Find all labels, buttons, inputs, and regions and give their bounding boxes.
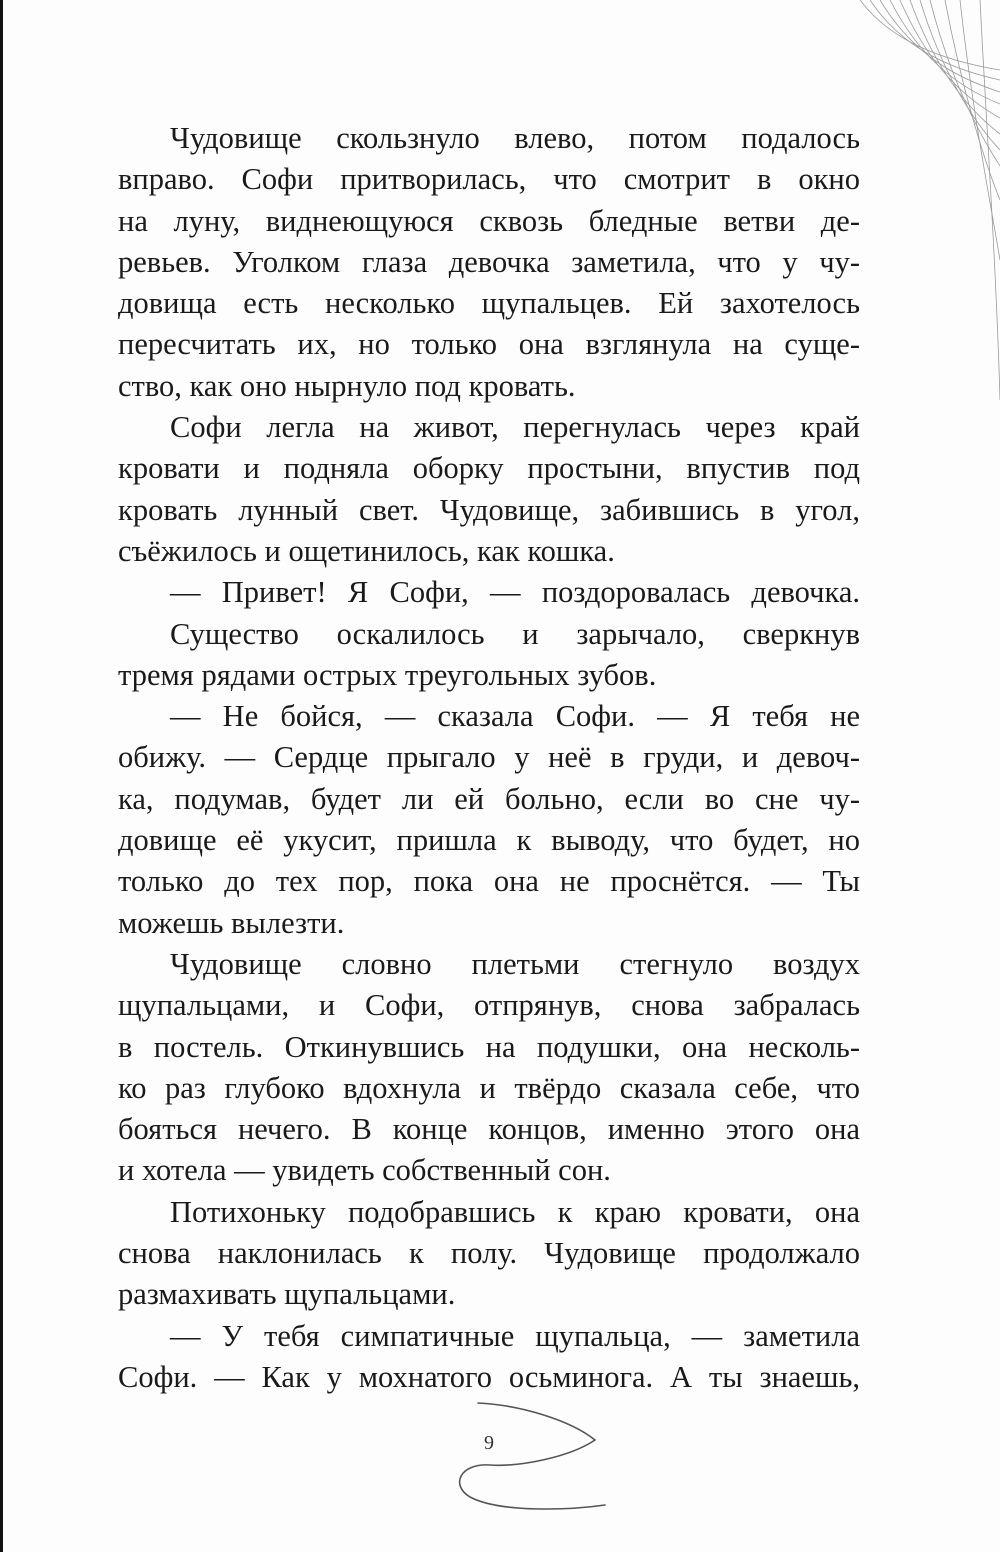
text-line: вправо. Софи притворилась, что смотрит в окно	[118, 162, 860, 197]
text-line: довище её укусит, пришла к выводу, что будет, но	[118, 823, 860, 858]
text-line: ство, как оно нырнуло под кровать.	[118, 368, 576, 403]
text-line: съёжилось и ощетинилось, как кошка.	[118, 533, 615, 568]
text-line: на луну, виднеющуюся сквозь бледные ветви де-	[118, 203, 860, 238]
text-line: ка, подумав, будет ли ей больно, если во сне чу-	[118, 781, 860, 816]
text-line: только до тех пор, пока она не проснётся. — Ты	[118, 864, 860, 899]
text-line: Чудовище словно плетьми стегнуло воздух	[170, 946, 860, 981]
text-line: кровати и подняла оборку простыни, впустив под	[118, 451, 860, 486]
text-line: обижу. — Сердце прыгало у неё в груди, и девоч-	[118, 740, 860, 775]
page-number-ornament	[450, 1395, 610, 1520]
text-line: — Не бойся, — сказала Софи. — Я тебя не	[170, 699, 860, 734]
text-line: ревьев. Уголком глаза девочка заметила, что у чу-	[118, 244, 860, 279]
text-line: размахивать щупальцами.	[118, 1277, 456, 1312]
text-line: — Привет! Я Софи, — поздоровалась девочка.	[170, 575, 860, 610]
text-line: щупальцами, и Софи, отпрянув, снова забралась	[118, 988, 860, 1023]
text-line: бояться нечего. В конце концов, именно этого она	[118, 1112, 860, 1147]
text-line: довища есть несколько щупальцев. Ей захотелось	[118, 286, 860, 321]
text-line: в постель. Откинувшись на подушки, она несколь-	[118, 1029, 860, 1064]
text-line: снова наклонилась к полу. Чудовище продолжало	[118, 1236, 860, 1271]
page-number: 9	[484, 1432, 494, 1454]
text-line: и хотела — увидеть собственный сон.	[118, 1153, 611, 1188]
page-left-edge	[0, 0, 3, 1552]
text-line: пересчитать их, но только она взглянула на суще-	[118, 327, 860, 362]
text-line: — У тебя симпатичные щупальца, — заметила	[170, 1318, 860, 1353]
text-line: Софи легла на живот, перегнулась через край	[170, 410, 860, 445]
text-line: Чудовище скользнуло влево, потом подалось	[170, 121, 860, 155]
text-line: Существо оскалилось и зарычало, сверкнув	[170, 616, 860, 651]
text-line: можешь вылезти.	[118, 905, 345, 940]
text-line: тремя рядами острых треугольных зубов.	[118, 657, 657, 692]
body-text	[118, 118, 860, 1398]
text-line: ко раз глубоко вдохнула и твёрдо сказала себе, что	[118, 1070, 860, 1105]
text-line: Софи. — Как у мохнатого осьминога. А ты знаешь,	[118, 1359, 860, 1394]
text-line: кровать лунный свет. Чудовище, забившись в угол,	[118, 492, 860, 527]
text-line: Потихоньку подобравшись к краю кровати, она	[170, 1194, 860, 1229]
